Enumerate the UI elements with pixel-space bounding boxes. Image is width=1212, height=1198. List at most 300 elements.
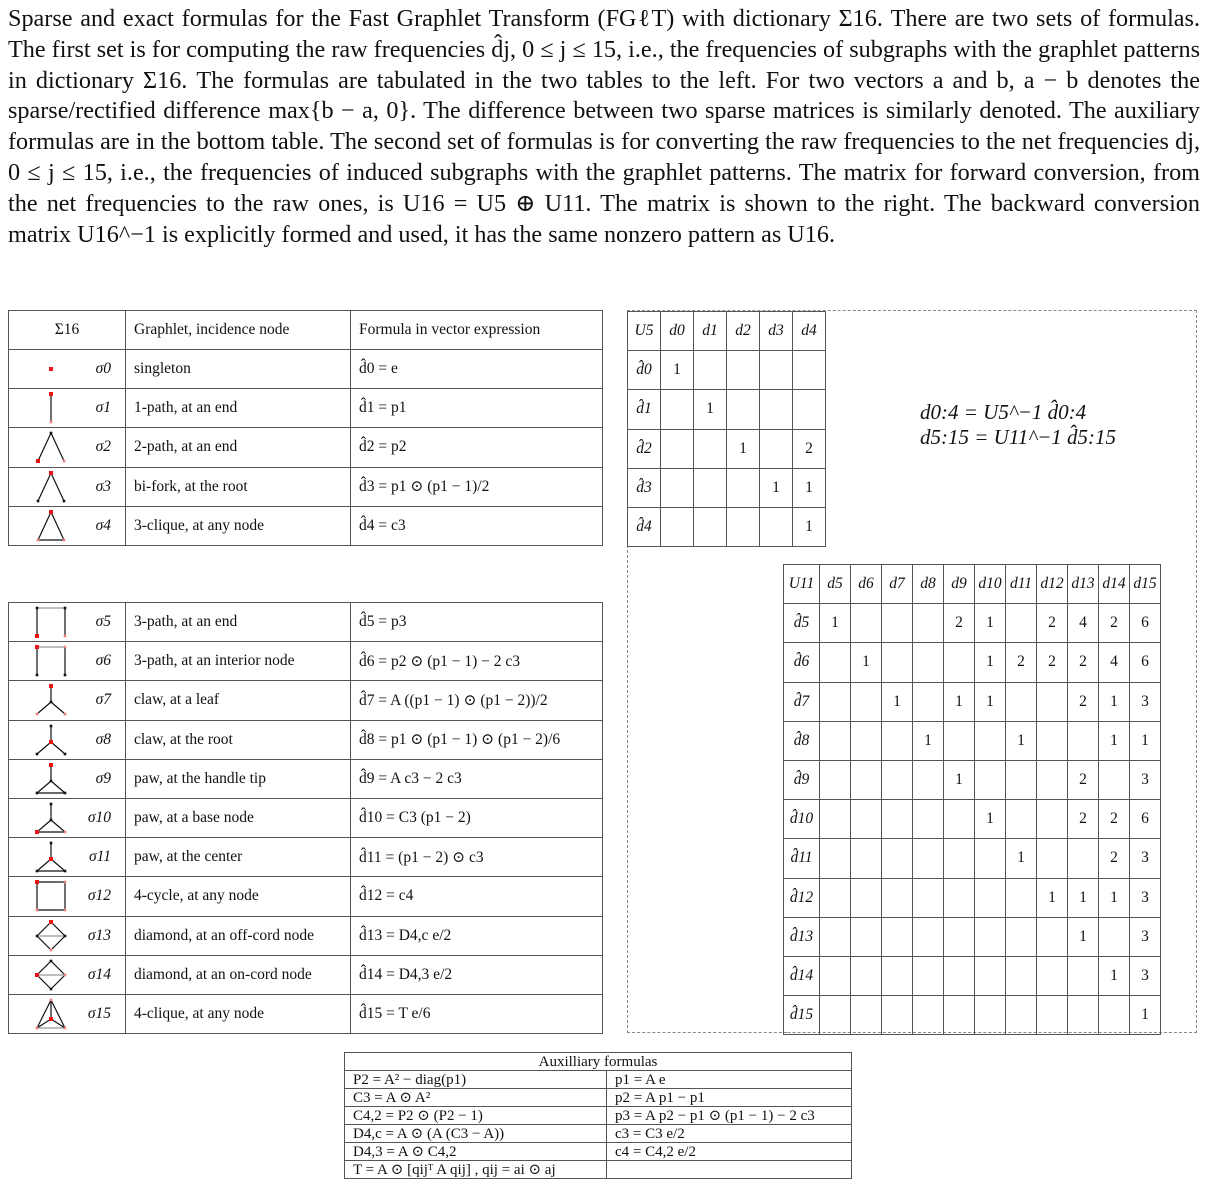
graphlet-row: [9, 467, 603, 506]
matrix-cell: [882, 643, 913, 682]
matrix-cell: [882, 878, 913, 917]
matrix-cell: [851, 604, 882, 643]
matrix-cell: 1: [1068, 878, 1099, 917]
3-clique-icon: [31, 509, 71, 543]
aux-right-formula: p3 = A p2 − p1 ⊙ (p1 − 1) − 2 c3: [607, 1107, 852, 1125]
sigma-label: σ10: [87, 808, 111, 826]
sigma-label: σ0: [95, 360, 111, 377]
matrix-row-header: d̂2: [628, 429, 661, 468]
matrix-col-header: d6: [851, 565, 882, 604]
graphlet-row: [9, 877, 603, 916]
aux-left-formula: C4,2 = P2 ⊙ (P2 − 1): [345, 1107, 607, 1125]
matrix-row: [784, 721, 1161, 760]
matrix-row: [784, 917, 1161, 956]
matrix-row: [628, 429, 826, 468]
graphlet-cell: [9, 994, 126, 1033]
matrix-cell: 3: [1130, 917, 1161, 956]
matrix-cell: [820, 721, 851, 760]
graphlet-cell: [9, 467, 126, 506]
matrix-cell: [913, 917, 944, 956]
aux-row: [345, 1143, 852, 1161]
matrix-cell: 1: [820, 604, 851, 643]
matrix-row-header: d̂5: [784, 604, 820, 643]
matrix-cell: 3: [1130, 878, 1161, 917]
graphlet-name: paw, at a base node: [126, 798, 351, 837]
matrix-cell: [727, 390, 760, 429]
matrix-cell: [1006, 956, 1037, 995]
matrix-cell: [882, 800, 913, 839]
paw-handle-icon: [31, 762, 71, 796]
matrix-cell: [1037, 760, 1068, 799]
matrix-cell: [1006, 604, 1037, 643]
aux-left-formula: D4,3 = A ⊙ C4,2: [345, 1143, 607, 1161]
matrix-cell: [882, 996, 913, 1035]
matrix-cell: [661, 468, 694, 507]
matrix-cell: [1068, 839, 1099, 878]
sigma-label: σ6: [95, 652, 111, 670]
sigma-label: σ4: [95, 516, 111, 534]
matrix-cell: [1037, 956, 1068, 995]
matrix-cell: 1: [1068, 917, 1099, 956]
matrix-cell: [882, 721, 913, 760]
matrix-row-header: d̂10: [784, 800, 820, 839]
matrix-row-header: d̂15: [784, 996, 820, 1035]
matrix-cell: 1: [793, 468, 826, 507]
matrix-cell: [1099, 996, 1130, 1035]
matrix-cell: 1: [1006, 721, 1037, 760]
matrix-cell: [694, 468, 727, 507]
claw-root-icon: [31, 723, 71, 757]
graphlet-row: [9, 506, 603, 545]
graphlet-formula: d̂10 = C3 (p1 − 2): [351, 798, 603, 837]
graphlet-row: [9, 681, 603, 720]
sigma-label: σ14: [87, 965, 111, 983]
matrix-cell: 1: [851, 643, 882, 682]
matrix-cell: [1006, 800, 1037, 839]
matrix-cell: [661, 390, 694, 429]
matrix-row: [628, 390, 826, 429]
matrix-row-header: d̂1: [628, 390, 661, 429]
sigma-label: σ13: [87, 926, 111, 944]
matrix-corner: U11: [784, 565, 820, 604]
matrix-cell: 1: [1099, 878, 1130, 917]
matrix-cell: [760, 390, 793, 429]
matrix-cell: [851, 800, 882, 839]
matrix-cell: [820, 682, 851, 721]
matrix-cell: [1006, 682, 1037, 721]
auxiliary-formulas-table: [344, 1052, 852, 1179]
matrix-cell: 1: [1130, 721, 1161, 760]
matrix-row: [784, 878, 1161, 917]
matrix-cell: 2: [1006, 643, 1037, 682]
matrix-col-header: d11: [1006, 565, 1037, 604]
matrix-row: [628, 468, 826, 507]
3-path-end-icon: [31, 605, 71, 639]
matrix-cell: [913, 643, 944, 682]
matrix-cell: [793, 351, 826, 390]
graphlet-cell: [9, 720, 126, 759]
graphlet-name: paw, at the handle tip: [126, 759, 351, 798]
equation-d5-15: d5:15 = U11^−1 d̂5:15: [920, 425, 1117, 449]
graphlet-row: [9, 603, 603, 642]
claw-leaf-icon: [31, 683, 71, 717]
matrix-cell: [661, 507, 694, 546]
matrix-cell: [944, 800, 975, 839]
matrix-cell: [851, 878, 882, 917]
matrix-cell: [913, 839, 944, 878]
aux-right-formula: p1 = A e: [607, 1071, 852, 1089]
matrix-cell: [1037, 917, 1068, 956]
graphlet-name: 4-cycle, at any node: [126, 877, 351, 916]
matrix-cell: [882, 604, 913, 643]
bi-fork-icon: [31, 470, 71, 504]
matrix-cell: [727, 468, 760, 507]
graphlet-row: [9, 838, 603, 877]
matrix-cell: [851, 956, 882, 995]
matrix-cell: [975, 996, 1006, 1035]
4-clique-icon: [31, 997, 71, 1031]
aux-left-formula: D4,c = A ⊙ (A (C3 − A)): [345, 1125, 607, 1143]
graphlet-name: diamond, at an on-cord node: [126, 955, 351, 994]
matrix-cell: [727, 507, 760, 546]
matrix-cell: [851, 682, 882, 721]
matrix-cell: [760, 351, 793, 390]
equation-d0-4: d0:4 = U5^−1 d̂0:4: [920, 400, 1087, 424]
graphlet-cell: [9, 916, 126, 955]
matrix-cell: 3: [1130, 839, 1161, 878]
matrix-cell: [1006, 996, 1037, 1035]
matrix-cell: [1099, 917, 1130, 956]
matrix-cell: 3: [1130, 956, 1161, 995]
matrix-cell: [913, 682, 944, 721]
graphlet-cell: [9, 428, 126, 467]
u5-matrix: [627, 311, 826, 547]
matrix-cell: [1037, 721, 1068, 760]
graphlet-name: diamond, at an off-cord node: [126, 916, 351, 955]
matrix-cell: [820, 996, 851, 1035]
matrix-cell: [975, 878, 1006, 917]
matrix-cell: [944, 917, 975, 956]
aux-left-formula: P2 = A² − diag(p1): [345, 1071, 607, 1089]
matrix-cell: [882, 760, 913, 799]
graphlet-row: [9, 916, 603, 955]
header-formula: Formula in vector expression: [351, 311, 603, 350]
matrix-cell: [851, 721, 882, 760]
graphlet-row: [9, 994, 603, 1033]
matrix-col-header: d0: [661, 312, 694, 351]
matrix-cell: 2: [944, 604, 975, 643]
matrix-cell: 1: [975, 800, 1006, 839]
matrix-row-header: d̂3: [628, 468, 661, 507]
matrix-row: [784, 956, 1161, 995]
matrix-col-header: d10: [975, 565, 1006, 604]
matrix-cell: [1037, 839, 1068, 878]
aux-row: [345, 1125, 852, 1143]
aux-right-formula: c4 = C4,2 e/2: [607, 1143, 852, 1161]
matrix-cell: 2: [1099, 839, 1130, 878]
graphlet-cell: [9, 603, 126, 642]
matrix-cell: [913, 878, 944, 917]
matrix-col-header: d12: [1037, 565, 1068, 604]
matrix-cell: [913, 996, 944, 1035]
matrix-cell: 1: [1006, 839, 1037, 878]
matrix-cell: [882, 839, 913, 878]
matrix-cell: [944, 721, 975, 760]
matrix-row-header: d̂0: [628, 351, 661, 390]
graphlet-row: [9, 350, 603, 389]
sigma-label: σ2: [95, 438, 111, 456]
matrix-cell: [944, 643, 975, 682]
graphlet-formula: d̂13 = D4,c e/2: [351, 916, 603, 955]
matrix-cell: 2: [1037, 643, 1068, 682]
4-cycle-icon: [31, 879, 71, 913]
matrix-col-header: d2: [727, 312, 760, 351]
graphlet-row: [9, 428, 603, 467]
matrix-cell: 1: [694, 390, 727, 429]
matrix-col-header: d5: [820, 565, 851, 604]
matrix-cell: [1037, 996, 1068, 1035]
matrix-col-header: d9: [944, 565, 975, 604]
matrix-row-header: d̂11: [784, 839, 820, 878]
diamond-on-cord-icon: [31, 958, 71, 992]
paw-base-icon: [31, 801, 71, 835]
aux-row: [345, 1089, 852, 1107]
aux-row: [345, 1107, 852, 1125]
sigma-label: σ3: [95, 477, 111, 495]
matrix-row: [784, 839, 1161, 878]
matrix-row-header: d̂8: [784, 721, 820, 760]
2-path-icon: [31, 430, 71, 464]
graphlet-row: [9, 720, 603, 759]
matrix-cell: [1006, 760, 1037, 799]
graphlet-cell: [9, 759, 126, 798]
graphlet-formula: d̂15 = T e/6: [351, 994, 603, 1033]
matrix-row: [784, 996, 1161, 1035]
aux-right-formula: c3 = C3 e/2: [607, 1125, 852, 1143]
graphlet-formula: d̂8 = p1 ⊙ (p1 − 1) ⊙ (p1 − 2)/6: [351, 720, 603, 759]
matrix-cell: 1: [1037, 878, 1068, 917]
matrix-col-header: d7: [882, 565, 913, 604]
matrix-cell: 2: [1068, 643, 1099, 682]
matrix-cell: [1068, 721, 1099, 760]
matrix-row-header: d̂14: [784, 956, 820, 995]
graphlet-formula: d̂12 = c4: [351, 877, 603, 916]
matrix-col-header: d4: [793, 312, 826, 351]
matrix-cell: 2: [1099, 604, 1130, 643]
matrix-col-header: d8: [913, 565, 944, 604]
graphlet-name: claw, at a leaf: [126, 681, 351, 720]
matrix-cell: [820, 956, 851, 995]
matrix-cell: [1006, 917, 1037, 956]
matrix-cell: [1037, 800, 1068, 839]
sigma-label: σ8: [95, 730, 111, 748]
matrix-row: [784, 800, 1161, 839]
matrix-cell: 1: [1130, 996, 1161, 1035]
graphlet-row: [9, 955, 603, 994]
matrix-cell: 4: [1099, 643, 1130, 682]
matrix-cell: [882, 956, 913, 995]
matrix-cell: [1037, 682, 1068, 721]
matrix-cell: [944, 956, 975, 995]
matrix-cell: [1006, 878, 1037, 917]
matrix-cell: [820, 878, 851, 917]
graphlet-formula: d̂1 = p1: [351, 389, 603, 428]
matrix-cell: [820, 917, 851, 956]
matrix-cell: [851, 996, 882, 1035]
paw-center-icon: [31, 840, 71, 874]
matrix-cell: [694, 429, 727, 468]
graphlet-name: singleton: [126, 350, 351, 389]
graphlet-name: paw, at the center: [126, 838, 351, 877]
sigma-label: σ1: [95, 399, 111, 417]
matrix-cell: 1: [661, 351, 694, 390]
graphlet-formula: d̂2 = p2: [351, 428, 603, 467]
matrix-cell: 1: [975, 682, 1006, 721]
matrix-cell: 2: [1037, 604, 1068, 643]
matrix-row: [784, 682, 1161, 721]
singleton-icon: [31, 352, 71, 386]
matrix-cell: 1: [793, 507, 826, 546]
matrix-cell: 2: [1068, 682, 1099, 721]
matrix-cell: [694, 507, 727, 546]
header-graphlet: Graphlet, incidence node: [126, 311, 351, 350]
graphlet-formula: d̂0 = e: [351, 350, 603, 389]
graphlet-name: 1-path, at an end: [126, 389, 351, 428]
matrix-cell: 1: [1099, 721, 1130, 760]
aux-title: Auxilliary formulas: [345, 1053, 852, 1071]
matrix-col-header: d13: [1068, 565, 1099, 604]
matrix-cell: [913, 604, 944, 643]
sigma-label: σ15: [87, 1004, 111, 1022]
graphlet-formula: d̂9 = A c3 − 2 c3: [351, 759, 603, 798]
graphlet-cell: [9, 389, 126, 428]
matrix-cell: 3: [1130, 760, 1161, 799]
matrix-cell: [793, 390, 826, 429]
matrix-row-header: d̂4: [628, 507, 661, 546]
matrix-cell: [727, 351, 760, 390]
matrix-col-header: d15: [1130, 565, 1161, 604]
matrix-cell: [975, 956, 1006, 995]
matrix-cell: 4: [1068, 604, 1099, 643]
matrix-cell: [913, 800, 944, 839]
graphlet-name: 2-path, at an end: [126, 428, 351, 467]
diamond-off-cord-icon: [31, 919, 71, 953]
matrix-cell: [694, 351, 727, 390]
inverse-equations: [920, 400, 1116, 450]
graphlet-name: bi-fork, at the root: [126, 467, 351, 506]
matrix-cell: 3: [1130, 682, 1161, 721]
matrix-row: [784, 604, 1161, 643]
matrix-cell: 2: [793, 429, 826, 468]
graphlet-name: 3-clique, at any node: [126, 506, 351, 545]
graphlet-formula: d̂4 = c3: [351, 506, 603, 545]
graphlet-formula: d̂11 = (p1 − 2) ⊙ c3: [351, 838, 603, 877]
graphlet-cell: [9, 955, 126, 994]
graphlet-formula: d̂5 = p3: [351, 603, 603, 642]
matrix-cell: 1: [727, 429, 760, 468]
graphlet-table-top: [8, 310, 603, 546]
matrix-row: [784, 643, 1161, 682]
matrix-cell: [760, 429, 793, 468]
matrix-cell: [882, 917, 913, 956]
matrix-cell: [944, 996, 975, 1035]
matrix-cell: 2: [1068, 760, 1099, 799]
graphlet-name: 4-clique, at any node: [126, 994, 351, 1033]
aux-right-formula: p2 = A p1 − p1: [607, 1089, 852, 1107]
matrix-col-header: d3: [760, 312, 793, 351]
matrix-cell: [820, 839, 851, 878]
graphlet-cell: [9, 506, 126, 545]
caption-text: Sparse and exact formulas for the Fast Graphlet Transform (FGℓT) with dictionary Σ16. There are two sets of formulas. The first set is for computing the raw frequencies d̂j, 0 ≤ j ≤ 15, i.e., the frequencies of subgraphs with the graphlet patterns in dictionary Σ16. The formulas are tabulated in the two tables to the left. For two vectors a and b, a − b denotes the sparse/rectified difference max{b − a, 0}. The difference between two sparse matrices is similarly denoted. The auxiliary formulas are in the bottom table. The second set of formulas is for converting the raw frequencies to the net frequencies dj, 0 ≤ j ≤ 15, i.e., the frequencies of induced subgraphs with the graphlet patterns. The matrix for forward conversion, from the net frequencies to the raw ones, is U16 = U5 ⊕ U11. The matrix is shown to the right. The backward conversion matrix U16^−1 is explicitly formed and used, it has the same nonzero pattern as U16.: [8, 5, 1200, 248]
matrix-row: [784, 760, 1161, 799]
matrix-cell: 6: [1130, 800, 1161, 839]
graphlet-row: [9, 759, 603, 798]
graphlet-formula: d̂7 = A ((p1 − 1) ⊙ (p1 − 2))/2: [351, 681, 603, 720]
matrix-col-header: d1: [694, 312, 727, 351]
matrix-cell: [975, 721, 1006, 760]
matrix-cell: [944, 878, 975, 917]
graphlet-cell: [9, 681, 126, 720]
sigma-label: σ9: [95, 769, 111, 787]
matrix-cell: [851, 917, 882, 956]
matrix-row: [628, 507, 826, 546]
3-path-interior-icon: [31, 644, 71, 678]
graphlet-formula: d̂6 = p2 ⊙ (p1 − 1) − 2 c3: [351, 642, 603, 681]
matrix-cell: [760, 507, 793, 546]
graphlet-name: 3-path, at an end: [126, 603, 351, 642]
graphlet-name: 3-path, at an interior node: [126, 642, 351, 681]
matrix-cell: 1: [975, 643, 1006, 682]
matrix-cell: 1: [1099, 956, 1130, 995]
aux-row: [345, 1071, 852, 1089]
matrix-corner: U5: [628, 312, 661, 351]
header-sigma16: Σ16: [9, 311, 126, 350]
matrix-row-header: d̂6: [784, 643, 820, 682]
graphlet-row: [9, 642, 603, 681]
matrix-cell: [820, 800, 851, 839]
matrix-cell: 2: [1068, 800, 1099, 839]
graphlet-table-bottom: [8, 602, 603, 1034]
sigma-label: σ5: [95, 613, 111, 630]
graphlet-cell: [9, 350, 126, 389]
matrix-cell: [1068, 996, 1099, 1035]
graphlet-formula: d̂14 = D4,3 e/2: [351, 955, 603, 994]
matrix-row-header: d̂13: [784, 917, 820, 956]
matrix-cell: [851, 760, 882, 799]
matrix-cell: 1: [975, 604, 1006, 643]
table-caption: [8, 4, 1200, 250]
matrix-cell: [975, 760, 1006, 799]
matrix-cell: [944, 839, 975, 878]
1-path-icon: [31, 391, 71, 425]
matrix-cell: [1068, 956, 1099, 995]
graphlet-cell: [9, 877, 126, 916]
graphlet-name: claw, at the root: [126, 720, 351, 759]
matrix-cell: 6: [1130, 604, 1161, 643]
aux-row: [345, 1161, 852, 1179]
matrix-row-header: d̂12: [784, 878, 820, 917]
matrix-cell: 1: [944, 682, 975, 721]
matrix-cell: [820, 643, 851, 682]
matrix-row-header: d̂9: [784, 760, 820, 799]
matrix-cell: 1: [913, 721, 944, 760]
sigma-label: σ7: [95, 691, 111, 709]
matrix-cell: 2: [1099, 800, 1130, 839]
matrix-cell: 1: [882, 682, 913, 721]
matrix-cell: 1: [944, 760, 975, 799]
graphlet-row: [9, 798, 603, 837]
matrix-cell: 6: [1130, 643, 1161, 682]
